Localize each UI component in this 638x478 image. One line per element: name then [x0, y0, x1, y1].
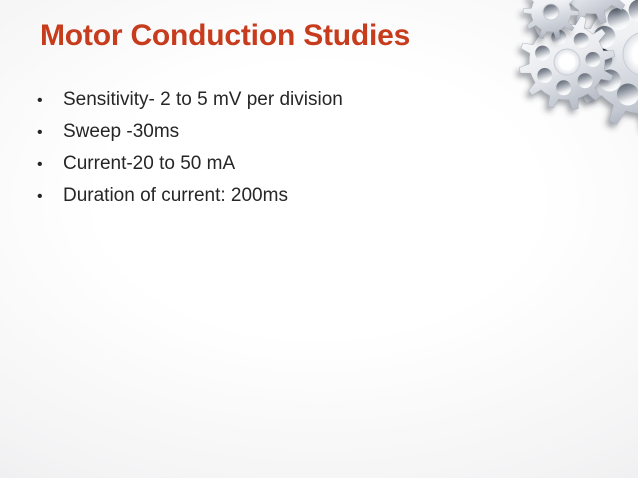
bullet-icon: •: [37, 156, 43, 173]
bullet-text: Duration of current: 200ms: [63, 185, 288, 206]
bullet-icon: •: [37, 92, 43, 109]
bullet-item: [37, 116, 343, 148]
gears-decoration-icon: [508, 0, 638, 140]
bullet-text: Sensitivity- 2 to 5 mV per division: [63, 89, 343, 110]
bullet-text: Sweep -30ms: [63, 121, 180, 142]
bullet-item: [37, 148, 343, 180]
slide-title: Motor Conduction Studies: [40, 19, 411, 52]
bullet-item: [37, 84, 343, 116]
bullet-list: [37, 84, 343, 212]
bullet-text: Current-20 to 50 mA: [63, 153, 236, 174]
bullet-icon: •: [37, 188, 43, 205]
bullet-icon: •: [37, 124, 43, 141]
bullet-item: [37, 180, 343, 212]
